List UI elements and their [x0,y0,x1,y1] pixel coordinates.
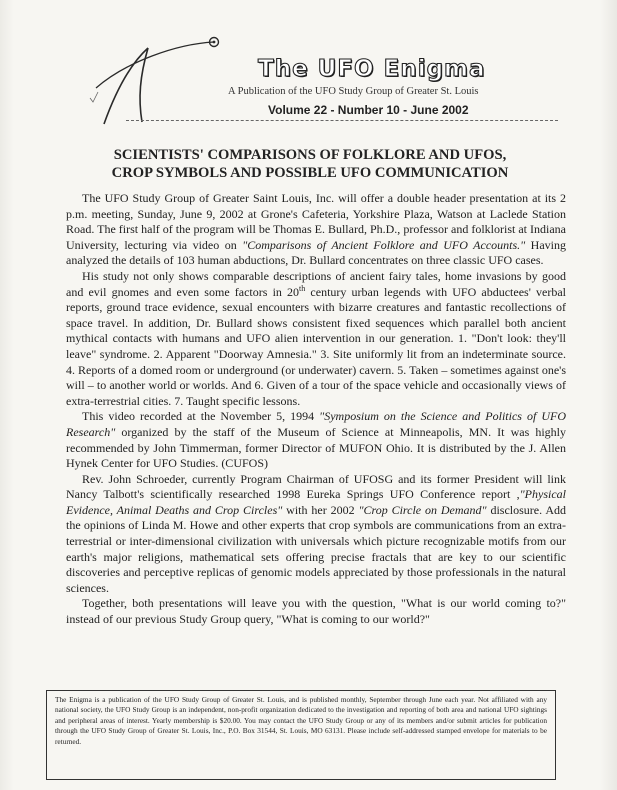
paragraph-3-text-a: This video recorded at the November 5, 1994 [82,409,320,424]
issue-line: Volume 22 - Number 10 - June 2002 [268,103,469,117]
headline-line-2: CROP SYMBOLS AND POSSIBLE UFO COMMUNICATION [111,165,509,181]
paragraph-1-text-a: The UFO Study Group of Greater Saint Louis, Inc. will offer a double header presentation at its 2 p.m. meeting, Sunday, June 9, 2002 at Grone's Cafeteria, Yorkshire Plaza, Watson at Laclede Station Road. The first half of the program will be Thomas E. Bullard, Ph.D., professor and folklorist at Indiana University, lecturing via video on [66,191,566,252]
publication-info-box [46,690,556,780]
paragraph-1-italic-title: "Comparisons of Ancient Folklore and UFO Accounts." [242,237,526,252]
paragraph-2 [66,269,566,409]
paragraph-1 [66,191,566,269]
paragraph-3-italic-title: "Symposium on the Science and Politics of UFO Research" [66,409,566,439]
paragraph-4-text-a: Rev. John Schroeder, currently Program Chairman of UFOSG and its former President will link Nancy Talbott's scientifically researched 1998 Eureka Springs UFO Conference report , [66,471,566,502]
paragraph-3 [66,409,566,471]
paragraph-5: Together, both presentations will leave you with the question, "What is our world coming to?" instead of our previous Study Group query, "What is coming to our world?" [66,596,566,627]
paragraph-2-superscript: th [299,283,306,293]
article-body [66,191,566,628]
headline-line-1: SCIENTISTS' COMPARISONS OF FOLKLORE AND UFOS, [113,147,507,163]
paragraph-2-text-b: century urban legends with UFO abductees' verbal reports, ground trace evidence, sexual encounters with bizarre creatures and fantastic recollections of space travel. In addition, Dr. Bullard shows consistent fixed sequences which parallel both ancient mythical contacts with humans and UFO alien intervention in our generation. 1. "Don't look: they'll leave" syndrome. 2. Apparent "Doorway Amnesia." 3. Site uniformly lit from an indeterminate source. 4. Reports of a domed room or underground (or underwater) cavern. 5. Taken – sometimes against one's will – to another world or worlds. And 6. Given of a tour of the space vehicle and occasionally views of extra-terrestrial cities. 7. Taught specific lessons. [66,284,566,408]
masthead-divider [126,120,558,121]
paragraph-3-text-b: organized by the staff of the Museum of Science at Minneapolis, MN. It was highly recommended by John Timmerman, former Director of MUFON Ohio. It is distributed by the J. Allen Hynek Center for UFO Studies. (CUFOS) [66,424,566,471]
paragraph-4-text-b: with her 2002 [282,502,359,517]
paragraph-2-text-a: His study not only shows comparable descriptions of ancient fairy tales, home invasions by good and evil gnomes and even some factors in 20 [66,268,566,299]
paragraph-1-text-b: Having analyzed the details of 103 human abductions, Dr. Bullard concentrates on three classic UFO cases. [66,237,566,268]
ufo-logo-icon [86,36,226,128]
paragraph-4-italic-title-2: "Crop Circle on Demand" [358,502,487,517]
paragraph-4-italic-title-1: "Physical Evidence, Animal Deaths and Crop Circles" [66,487,566,517]
paragraph-4-text-c: disclosure. Add the opinions of Linda M. Howe and other experts that crop symbols are communications from an extra-terrestrial or inter-dimensional civilization with universals which picture recognizable motifs from our earth's major religions, mathematical sets offering precise fractals that are key to our scientific discoveries and perceptive replicas of genomic models appreciated by those professionals in the natural sciences. [66,502,566,595]
newsletter-subtitle: A Publication of the UFO Study Group of Greater St. Louis [228,86,479,97]
article-headline [60,146,560,182]
paragraph-4 [66,472,566,597]
newsletter-title: The UFO Enigma [258,56,486,82]
publication-info-text: The Enigma is a publication of the UFO Study Group of Greater St. Louis, and is published monthly, September through June each year. Not affiliated with any national society, the UFO Study Group is an independent, non-profit organization dedicated to the investigation and reporting of both area and national UFO sightings and peripheral areas of interest. Yearly membership is $20.00. You may contact the UFO Study Group or any of its members and/or submit articles for publication through the UFO Study Group of Greater St. Louis, Inc., P.O. Box 31544, St. Louis, MO 63131. Please include self-addressed stamped envelope for materials to be returned. [55,695,547,746]
